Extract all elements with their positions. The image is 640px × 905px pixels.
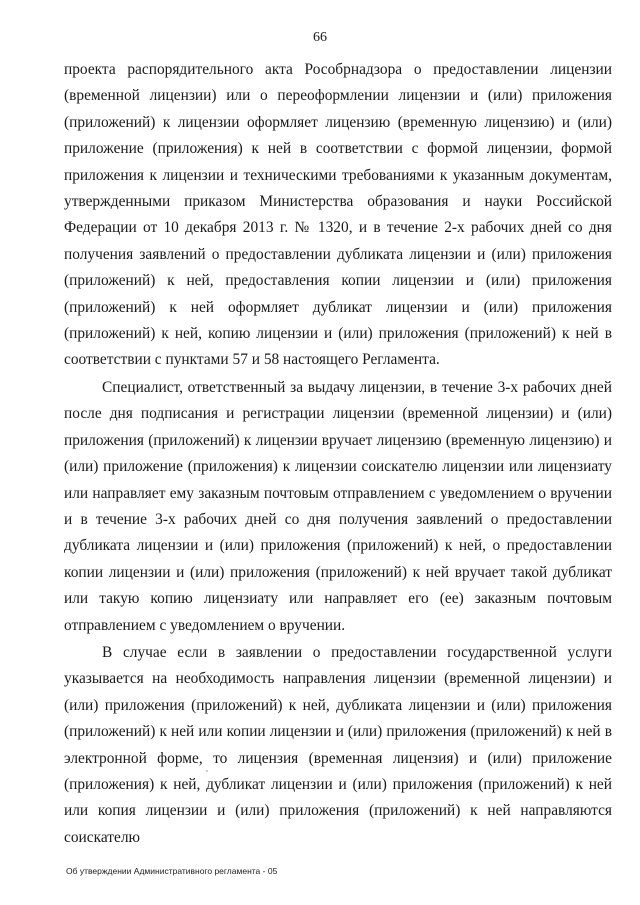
document-footer: Об утверждении Административного регламента - 05 xyxy=(66,866,278,876)
document-body xyxy=(64,57,612,851)
page-number: 66 xyxy=(313,30,327,45)
paragraph-2: Специалист, ответственный за выдачу лицензии, в течение 3-х рабочих дней после дня подписания и регистрации лицензии (временной лицензии) и (или) приложения (приложений) к лицензии вручает лицензию (временную лицензию) и (или) приложение (приложения) к лицензии соискателю лицензии или лицензиату или направляет ему заказным почтовым отправлением с уведомлением о вручении и в течение 3-х рабочих дней со дня получения заявлений о предоставлении дубликата лицензии и (или) приложения (приложений) к ней, о предоставлении копии лицензии и (или) приложения (приложений) к ней вручает такой дубликат или такую копию лицензиату или направляет его (ее) заказным почтовым отправлением с уведомлением о вручении. xyxy=(64,378,612,634)
scan-speck xyxy=(206,770,208,772)
paragraph-1: проекта распорядительного акта Рособрнадзора о предоставлении лицензии (временной лицензии) или о переоформлении лицензии и (или) приложения (приложений) к лицензии оформляет лицензию (временную лицензию) и (или) приложение (приложения) к ней в соответствии с формой лицензии, формой приложения к лицензии и техническими требованиями к указанным документам, утвержденными приказом Министерства образования и науки Российской Федерации от 10 декабря 2013 г. № 1320, и в течение 2-х рабочих дней со дня получения заявлений о предоставлении дубликата лицензии и (или) приложения (приложений) к ней, предоставления копии лицензии и (или) приложения (приложений) к ней оформляет дубликат лицензии и (или) приложения (приложений) к ней, копию лицензии и (или) приложения (приложений) к ней в соответствии с пунктами 57 и 58 настоящего Регламента. xyxy=(64,61,612,369)
paragraph-3: В случае если в заявлении о предоставлении государственной услуги указывается на необходимость направления лицензии (временной лицензии) и (или) приложения (приложений) к ней, дубликата лицензии и (или) приложения (приложений) к ней или копии лицензии и (или) приложения (приложений) к ней в электронной форме, то лицензия (временная лицензия) и (или) приложение (приложения) к ней, дубликат лицензии и (или) приложения (приложений) к ней или копия лицензии и (или) приложения (приложений) к ней направляются соискателю xyxy=(64,643,612,846)
